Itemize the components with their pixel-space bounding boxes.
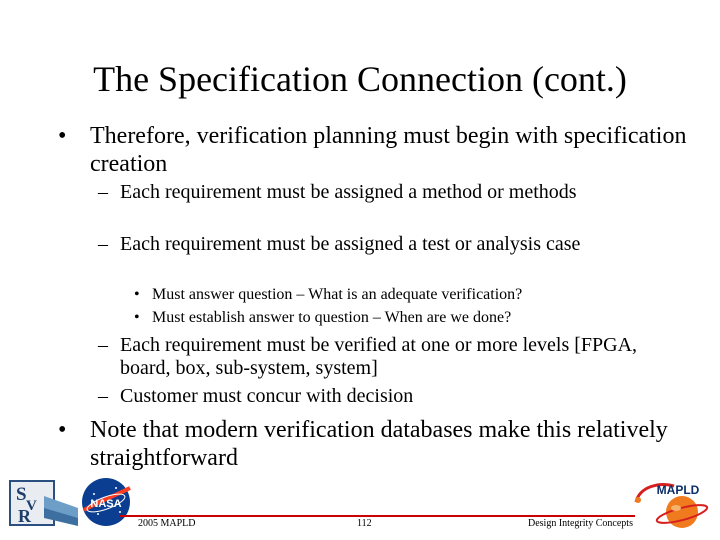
svr-logo	[8, 478, 78, 528]
mapld-logo-text: MAPLD	[656, 483, 700, 497]
subbullet-text: Each requirement must be assigned a method or methods	[120, 181, 577, 203]
footer-left: 2005 MAPLD	[138, 518, 196, 529]
dash-marker: –	[98, 334, 108, 356]
bullet-marker: •	[58, 123, 67, 149]
svr-logo-v: V	[26, 498, 37, 514]
footer-right: Design Integrity Concepts	[528, 518, 633, 529]
mapld-logo	[630, 476, 714, 532]
subbullet-text: Each requirement must be verified at one or more levels [FPGA, board, box, sub-system, system]	[120, 334, 638, 379]
dash-marker: –	[98, 181, 108, 203]
footer-page-number: 112	[357, 518, 372, 529]
subsubbullet-text: Must establish answer to question – When are we done?	[152, 309, 512, 326]
bullet-verification-planning	[58, 122, 698, 178]
subbullet-text: Customer must concur with decision	[120, 385, 414, 407]
subbullet-test-case	[98, 233, 678, 256]
subbullet-method	[98, 181, 678, 204]
svr-logo-r: R	[18, 506, 31, 526]
slide-title: The Specification Connection (cont.)	[93, 59, 627, 99]
dot-marker: •	[134, 309, 140, 326]
subsubbullet-done	[134, 308, 694, 328]
bullet-marker: •	[58, 417, 67, 443]
footer-rule	[120, 515, 635, 517]
subbullet-customer	[98, 385, 678, 408]
svr-logo-s: S	[16, 484, 27, 505]
subbullet-levels	[98, 334, 678, 380]
subsubbullet-adequate	[134, 285, 694, 305]
bullet-text: Note that modern verification databases make this relatively straightforward	[90, 417, 668, 471]
subsubbullet-text: Must answer question – What is an adequate verification?	[152, 286, 523, 303]
subbullet-text: Each requirement must be assigned a test or analysis case	[120, 233, 581, 255]
nasa-logo	[80, 476, 132, 528]
nasa-logo-text: NASA	[90, 498, 122, 510]
bullet-databases	[58, 416, 698, 472]
dash-marker: –	[98, 385, 108, 407]
dash-marker: –	[98, 233, 108, 255]
bullet-text: Therefore, verification planning must begin with specification creation	[90, 123, 687, 177]
dot-marker: •	[134, 286, 140, 303]
